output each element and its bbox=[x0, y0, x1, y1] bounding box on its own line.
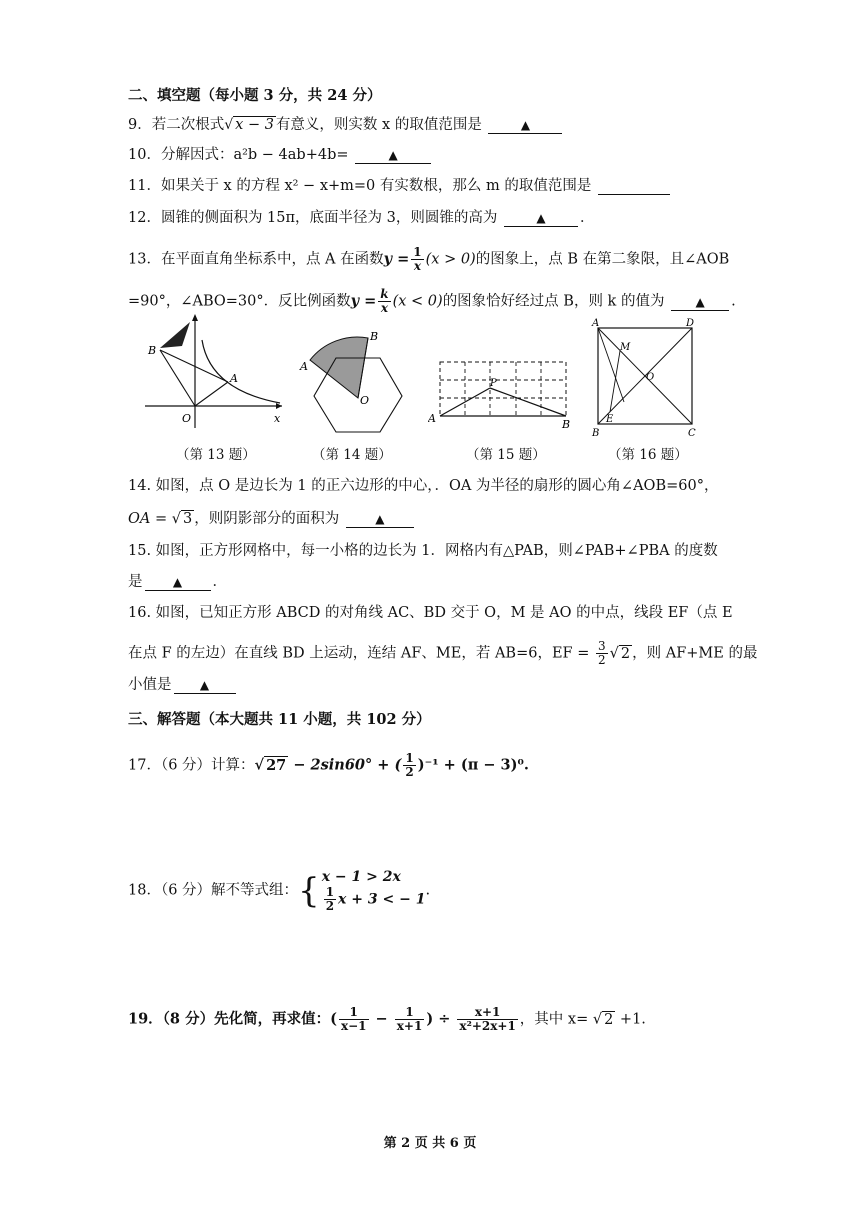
q17-num: 1 bbox=[405, 751, 414, 765]
fig14-label-b: B bbox=[370, 330, 379, 343]
answer-blank-16[interactable] bbox=[174, 677, 236, 694]
answer-blank-10[interactable] bbox=[355, 147, 431, 164]
q19-f3-num: x+1 bbox=[457, 1006, 517, 1020]
q19-f1-num: 1 bbox=[339, 1006, 369, 1020]
figure-14-caption: （第 14 题） bbox=[312, 447, 392, 463]
q13-f1-num: 1 bbox=[413, 245, 422, 259]
q19-fraction-3 bbox=[457, 1006, 517, 1033]
figure-15 bbox=[428, 350, 578, 435]
sqrt-icon: √ bbox=[592, 1011, 603, 1028]
figure-14 bbox=[296, 326, 412, 436]
q16-den: 2 bbox=[597, 653, 606, 667]
triangle-icon: ▲ bbox=[695, 294, 705, 309]
page-footer: 第 2 页 共 6 页 bbox=[383, 1136, 477, 1151]
q18-system bbox=[322, 868, 426, 913]
q18-den: 2 bbox=[325, 899, 335, 913]
fig16-label-c: C bbox=[688, 428, 696, 438]
q19-div: ) ÷ bbox=[426, 1010, 456, 1028]
fig14-label-o: O bbox=[360, 394, 370, 407]
triangle-icon: ▲ bbox=[520, 118, 531, 132]
q19-post: ，其中 x= bbox=[519, 1011, 593, 1028]
q18-end: . bbox=[425, 882, 431, 899]
q13-text: 13．在平面直角坐标系中，点 A 在函数 bbox=[128, 251, 384, 268]
figure-16 bbox=[590, 316, 700, 438]
q13-text-2: =90°，∠ABO=30°．反比例函数 bbox=[128, 293, 351, 310]
fig13-label-b: B bbox=[148, 344, 157, 357]
fig13-label-a: A bbox=[230, 372, 238, 385]
question-16-line2 bbox=[128, 640, 757, 667]
question-15-line1: 15. 如图，正方形网格中，每一小格的边长为 1．网格内有△PAB，则∠PAB+∠PBA 的度数 bbox=[128, 543, 718, 559]
q18-text: 18．（6 分）解不等式组： bbox=[128, 882, 299, 899]
q12-text: 12．圆锥的侧面积为 15π，底面半径为 3，则圆锥的高为 bbox=[128, 210, 498, 226]
q15-text: 是 bbox=[128, 574, 143, 590]
q18-ineq-1: x − 1 > 2x bbox=[321, 869, 401, 885]
q17-expr-b: )⁻¹ + (π − 3)⁰. bbox=[417, 756, 529, 774]
q9-text-post: 有意义，则实数 x 的取值范围是 bbox=[275, 117, 482, 133]
q11-text: 11．如果关于 x 的方程 x² − x+m=0 有实数根，那么 m 的取值范围是 bbox=[128, 178, 592, 194]
question-14-line2 bbox=[128, 509, 416, 529]
question-19 bbox=[128, 1006, 646, 1033]
sqrt-icon: √ bbox=[254, 756, 265, 774]
triangle-icon: ▲ bbox=[375, 512, 385, 526]
q16-text-3: 小值是 bbox=[128, 677, 172, 693]
q19-text: 19．（8 分）先化简，再求值：( bbox=[128, 1010, 337, 1028]
q17-text: 17．（6 分）计算： bbox=[128, 757, 255, 774]
q16-num: 3 bbox=[597, 639, 606, 653]
sqrt-icon: √ bbox=[224, 117, 234, 133]
fig16-label-a: A bbox=[592, 318, 600, 329]
fig15-label-b: B bbox=[562, 418, 571, 431]
q13-func-lhs: y = bbox=[383, 250, 410, 268]
triangle-icon: ▲ bbox=[172, 575, 183, 589]
q19-f3-den: x²+2x+1 bbox=[459, 1019, 516, 1033]
q17-fraction bbox=[403, 752, 415, 779]
fig16-label-b: B bbox=[592, 428, 600, 438]
q14-text: OA = bbox=[128, 511, 172, 527]
brace-icon: { bbox=[298, 870, 320, 911]
q13-end: . bbox=[731, 293, 736, 310]
question-16-line1: 16. 如图，已知正方形 ABCD 的对角线 AC、BD 交于 O，M 是 AO 的中点，线段 EF（点 E bbox=[128, 605, 733, 621]
question-12 bbox=[128, 208, 594, 228]
answer-blank-15[interactable] bbox=[145, 574, 211, 591]
answer-blank-11[interactable] bbox=[598, 178, 670, 195]
q13-fraction-1 bbox=[411, 246, 423, 273]
q9-text: 9．若二次根式 bbox=[128, 117, 225, 133]
fig14-label-a: A bbox=[300, 360, 308, 373]
q17-radicand: 27 bbox=[266, 756, 287, 774]
question-16-line3 bbox=[128, 675, 238, 695]
q18-ineq-2 bbox=[322, 886, 426, 913]
question-10 bbox=[128, 145, 433, 165]
q10-text: 10．分解因式：a²b − 4ab+4b= bbox=[128, 147, 349, 163]
q19-end: +1. bbox=[615, 1011, 646, 1028]
sqrt-icon: √ bbox=[609, 645, 619, 662]
sqrt-icon: √ bbox=[171, 511, 181, 527]
q19-f2-num: 1 bbox=[395, 1006, 425, 1020]
section2-heading: 二、填空题（每小题 3 分，共 24 分） bbox=[128, 87, 382, 104]
q13-f1-den: x bbox=[413, 259, 422, 273]
q16-text-post: ，则 AF+ME 的最 bbox=[632, 645, 758, 662]
fig16-label-e: E bbox=[606, 414, 614, 425]
question-15-line2 bbox=[128, 572, 227, 592]
section3-heading: 三、解答题（本大题共 11 小题，共 102 分） bbox=[128, 711, 431, 728]
q16-text: 在点 F 的左边）在直线 BD 上运动，连结 AF、ME，若 AB=6，EF = bbox=[128, 645, 594, 662]
q18-fraction bbox=[324, 886, 336, 913]
q13-domain-1: (x > 0) bbox=[425, 251, 476, 268]
figure-13-caption: （第 13 题） bbox=[176, 447, 256, 463]
answer-blank-13[interactable] bbox=[671, 294, 729, 311]
fig16-label-o: O bbox=[646, 372, 655, 383]
question-13-line1 bbox=[128, 246, 729, 273]
q19-f1-den: x−1 bbox=[340, 1019, 367, 1033]
fig15-label-a: A bbox=[428, 412, 436, 425]
question-18 bbox=[128, 868, 430, 913]
triangle-icon: ▲ bbox=[199, 678, 210, 692]
triangle-icon: ▲ bbox=[536, 211, 546, 225]
q19-f2-den: x+1 bbox=[396, 1019, 423, 1033]
q13-text-2-post: 的图象恰好经过点 B，则 k 的值为 bbox=[442, 293, 665, 310]
q18-ineq-2-rest: x + 3 < − 1 bbox=[338, 891, 426, 908]
q13-domain-2: (x < 0) bbox=[392, 293, 443, 310]
q16-radicand: 2 bbox=[620, 645, 631, 662]
q17-expr-a: − 2sin60° + ( bbox=[288, 756, 402, 774]
q13-func2-lhs: y = bbox=[350, 292, 377, 310]
q14-radicand: 3 bbox=[182, 511, 193, 527]
q19-radicand: 2 bbox=[604, 1011, 614, 1028]
q13-f2-num: k bbox=[380, 287, 389, 301]
question-9 bbox=[128, 115, 564, 135]
fig13-label-o: O bbox=[182, 412, 192, 425]
q13-f2-den: x bbox=[380, 301, 388, 315]
q19-minus: − bbox=[370, 1010, 393, 1028]
q12-text-post: ． bbox=[579, 210, 595, 226]
q9-radicand: x − 3 bbox=[235, 117, 274, 133]
figure-16-caption: （第 16 题） bbox=[608, 447, 688, 463]
answer-blank-12[interactable] bbox=[504, 210, 578, 227]
q13-fraction-2 bbox=[378, 288, 390, 315]
q17-den: 2 bbox=[405, 765, 414, 779]
q13-text-post: 的图象上，点 B 在第二象限，且∠AOB bbox=[475, 251, 730, 268]
triangle-icon: ▲ bbox=[388, 148, 398, 162]
q18-num: 1 bbox=[325, 885, 335, 899]
fig13-label-x: x bbox=[274, 412, 281, 425]
figure-13 bbox=[140, 310, 290, 430]
q15-text-post: ． bbox=[212, 574, 227, 590]
q16-fraction bbox=[596, 640, 608, 667]
q14-text-post: ，则阴影部分的面积为 bbox=[194, 511, 340, 527]
question-14-line1: 14. 如图，点 O 是边长为 1 的正六边形的中心，．OA 为半径的扇形的圆心角∠AOB=60°， bbox=[128, 478, 719, 494]
fig16-label-m: M bbox=[620, 342, 631, 353]
q19-fraction-1 bbox=[339, 1006, 369, 1033]
answer-blank-14[interactable] bbox=[346, 511, 414, 528]
question-11 bbox=[128, 176, 672, 196]
fig15-label-p: P bbox=[490, 378, 497, 389]
answer-blank-9[interactable] bbox=[488, 117, 562, 134]
question-17 bbox=[128, 752, 529, 779]
q19-fraction-2 bbox=[395, 1006, 425, 1033]
fig16-label-d: D bbox=[686, 318, 695, 329]
figure-15-caption: （第 15 题） bbox=[466, 447, 546, 463]
